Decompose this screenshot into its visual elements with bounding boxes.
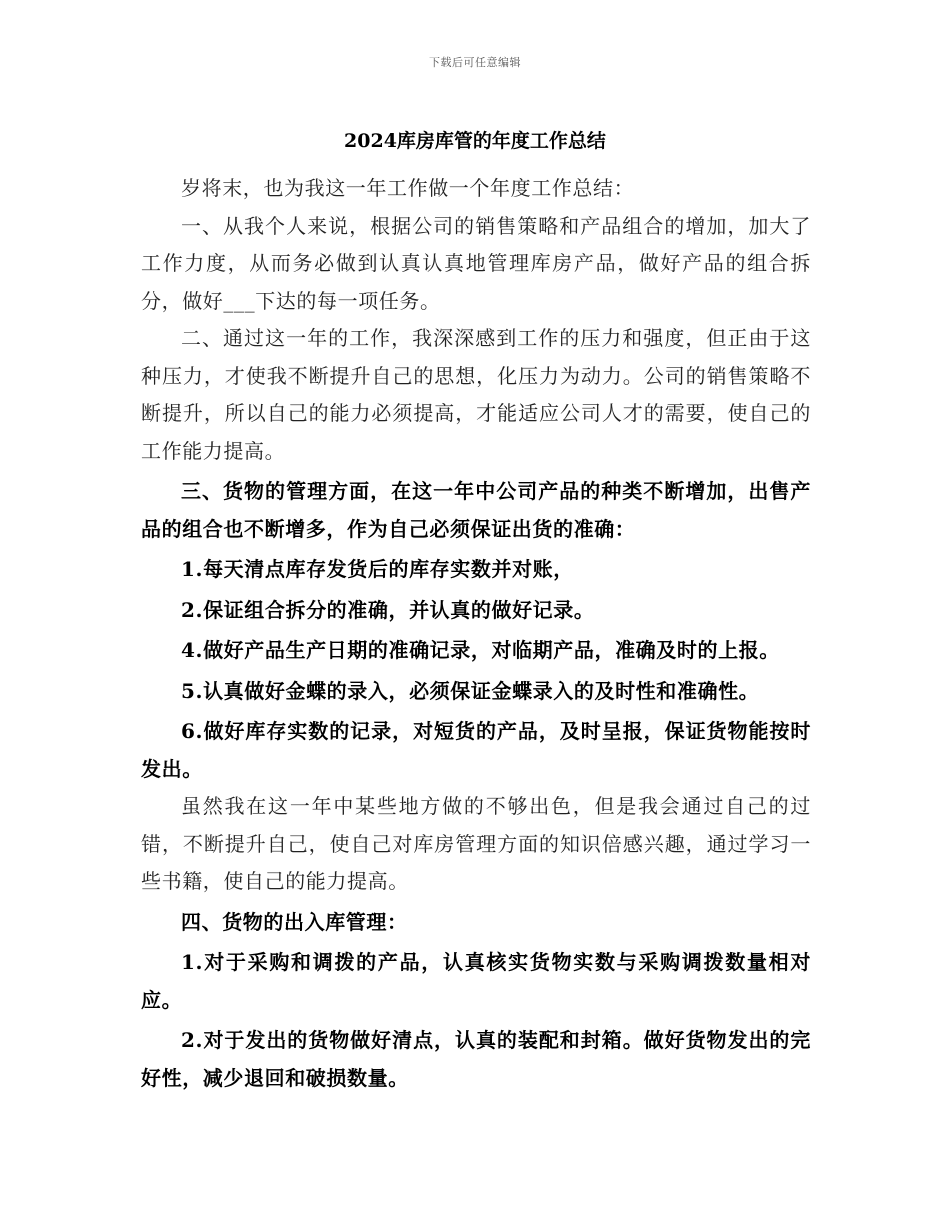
list-item-3-4: 4.做好产品生产日期的准确记录，对临期产品，准确及时的上报。 <box>181 638 780 662</box>
paragraph-section-4: 四、货物的出入库管理： <box>181 909 408 934</box>
paragraph-intro: 岁将末，也为我这一年工作做一个年度工作总结： <box>181 176 635 200</box>
list-item-3-1: 1.每天清点库存发货后的库存实数并对账， <box>181 557 574 581</box>
list-item-3-6: 6.做好库存实数的记录，对短货的产品，及时呈报，保证货物能按时发出。 <box>141 719 811 781</box>
paragraph-section-3: 三、货物的管理方面，在这一年中公司产品的种类不断增加，出售产品的组合也不断增多，作为自己必须保证出货的准确： <box>141 479 811 541</box>
list-item-3-2: 2.保证组合拆分的准确，并认真的做好记录。 <box>181 597 595 622</box>
paragraph-section-1: 一、从我个人来说，根据公司的销售策略和产品组合的增加，加大了工作力度，从而务必做到认真认真地管理库房产品，做好产品的组合拆分，做好___下达的每一项任务。 <box>141 213 811 313</box>
list-item-4-2: 2.对于发出的货物做好清点，认真的装配和封箱。做好货物发出的完好性，减少退回和破损数量。 <box>141 1028 811 1090</box>
list-item-3-5: 5.认真做好金蝶的录入，必须保证金蝶录入的及时性和准确性。 <box>181 678 760 703</box>
list-item-4-1: 1.对于采购和调拨的产品，认真核实货物实数与采购调拨数量相对应。 <box>141 950 811 1012</box>
paragraph-section-2: 二、通过这一年的工作，我深深感到工作的压力和强度，但正由于这种压力，才使我不断提升自己的思想，化压力为动力。公司的销售策略不断提升，所以自己的能力必须提高，才能适应公司人才的需要，使自己的工作能力提高。 <box>141 326 811 463</box>
document-title: 2024库房库管的年度工作总结 <box>344 130 606 152</box>
download-note: 下载后可任意编辑 <box>429 56 521 69</box>
paragraph-reflection: 虽然我在这一年中某些地方做的不够出色，但是我会通过自己的过错，不断提升自己，使自己对库房管理方面的知识倍感兴趣，通过学习一些书籍，使自己的能力提高。 <box>141 794 811 893</box>
document-body <box>141 170 811 1097</box>
